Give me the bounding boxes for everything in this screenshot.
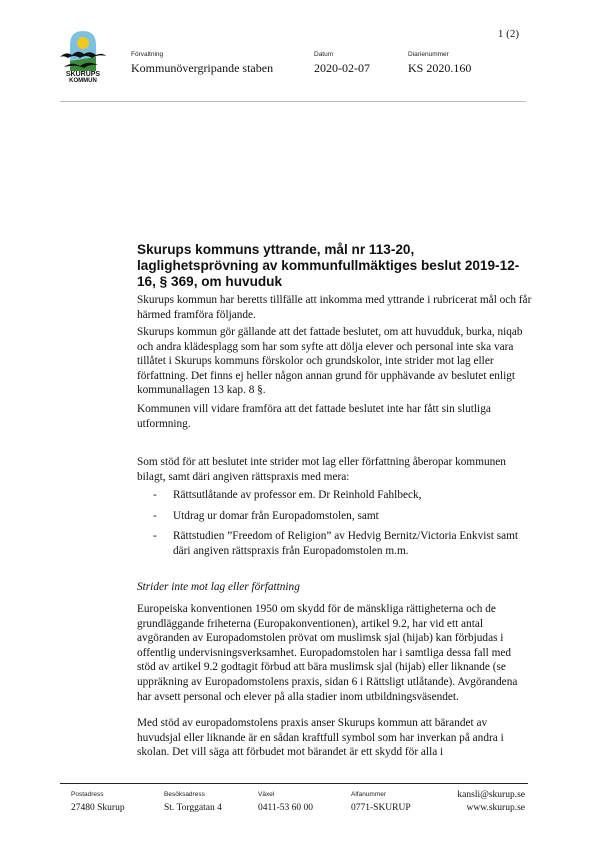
alpha-label: Alfanummer	[351, 791, 387, 798]
date-value: 2020-02-07	[314, 61, 370, 75]
list-item-text: Rättsutlåtande av professor em. Dr Reinhold Fahlbeck,	[173, 489, 422, 501]
argument-paragraph	[137, 325, 532, 398]
intro-paragraph	[137, 293, 532, 322]
department-label: Förvaltning	[131, 51, 164, 58]
page-number: 1 (2)	[497, 28, 519, 40]
paragraph-2: Skurups kommun gör gällande att det fattade beslutet, om att huvudduk, burka, niqab och andra klädesplagg som har som syfte att dölja elever och personal inte ska vara tillåtet i Skurups kommuns förskolor och grundskolor, inte strider mot lag eller författning. Det finns ej heller någon annan grund för upphävande av beslutet enligt kommunallagen 13 kap. 8 §.	[137, 326, 523, 397]
postal-value: 27480 Skurup	[71, 803, 125, 813]
paragraph-6: Med stöd av europadomstolens praxis anser Skurups kommun att bärandet av huvudsjal eller liknande är en sådan kraftfull symbol som har inverkan på andra i skolan. Det vill säga att förbudet mot bärandet är ett skydd för alla i	[137, 717, 504, 759]
logo-text-line2: KOMMUN	[69, 78, 97, 84]
visit-label: Besöksadress	[164, 791, 205, 798]
paragraph-1: Skurups kommun har beretts tillfälle att inkomma med yttrande i rubricerat mål och får härmed framföra följande.	[137, 294, 532, 321]
registry-label: Diarienummer	[408, 51, 449, 58]
section-subheading: Strider inte mot lag eller författning	[137, 581, 300, 593]
alpha-value: 0771-SKURUP	[351, 803, 411, 813]
list-item-text: Utdrag ur domar från Europadomstolen, samt	[173, 509, 379, 522]
convention-paragraph	[137, 602, 532, 704]
list-item	[153, 529, 533, 558]
visit-value: St. Torggatan 4	[164, 803, 222, 813]
paragraph-4: Som stöd för att beslutet inte strider mot lag eller författning åberopar kommunen bilagt, samt däri angiven rättspraxis med mera:	[137, 456, 506, 483]
evidence-list	[153, 488, 533, 558]
paragraph-5: Europeiska konventionen 1950 om skydd för de mänskliga rättigheterna och de grundläggande friheterna (Europakonventionen), artikel 9.2, har vid ett antal avgöranden av Europadomstolen prövat om muslimsk sjal (hijab) kan förbjudas i offentlig undervisningsverksamhet. Europadomstolen har i samtliga dessa fall med stöd av artikel 9.2 godtagit förbud att bära muslimsk sjal (hijab) eller liknande (se uppräkning av Europadomstolens praxis, sidan 6 i Rättsligt utlåtande). Avgörandena har avsett personal och elever på alla stadier inom utbildningsväsendet.	[137, 603, 518, 703]
bullet-marker: -	[153, 530, 157, 543]
department-value: Kommunövergripande staben	[131, 61, 274, 75]
document-title: Skurups kommuns yttrande, mål nr 113-20, laglighetsprövning av kommunfullmäktiges beslut 2019-12-16, § 369, om huvuduk	[137, 242, 520, 289]
email-link[interactable]: kansli@skurup.se	[457, 790, 525, 800]
logo-text	[58, 71, 108, 85]
logo-text-line1: SKURUPS	[65, 71, 101, 78]
phone-value: 0411-53 60 00	[258, 803, 314, 813]
phone-label: Växel	[258, 791, 275, 798]
bullet-marker: -	[153, 509, 157, 522]
paragraph-3: Kommunen vill vidare framföra att det fattade beslutet inte har fått sin slutliga utformning.	[137, 403, 491, 430]
list-item	[153, 488, 533, 503]
footer-divider	[60, 783, 528, 784]
postal-label: Postadress	[71, 791, 104, 798]
support-paragraph	[137, 455, 532, 484]
header-divider	[60, 101, 526, 102]
bullet-marker: -	[153, 489, 157, 501]
web-link[interactable]: www.skurup.se	[466, 803, 525, 813]
clarification-paragraph	[137, 402, 532, 431]
date-label: Datum	[314, 51, 334, 58]
registry-value: KS 2020.160	[408, 61, 472, 75]
conclusion-paragraph	[137, 716, 532, 760]
list-item-text: Rättstudien ”Freedom of Religion” av Hedvig Bernitz/Victoria Enkvist samt däri angiven rättspraxis från Europadomstolen m.m.	[173, 530, 519, 557]
municipality-logo	[58, 27, 108, 87]
list-item	[153, 509, 533, 524]
